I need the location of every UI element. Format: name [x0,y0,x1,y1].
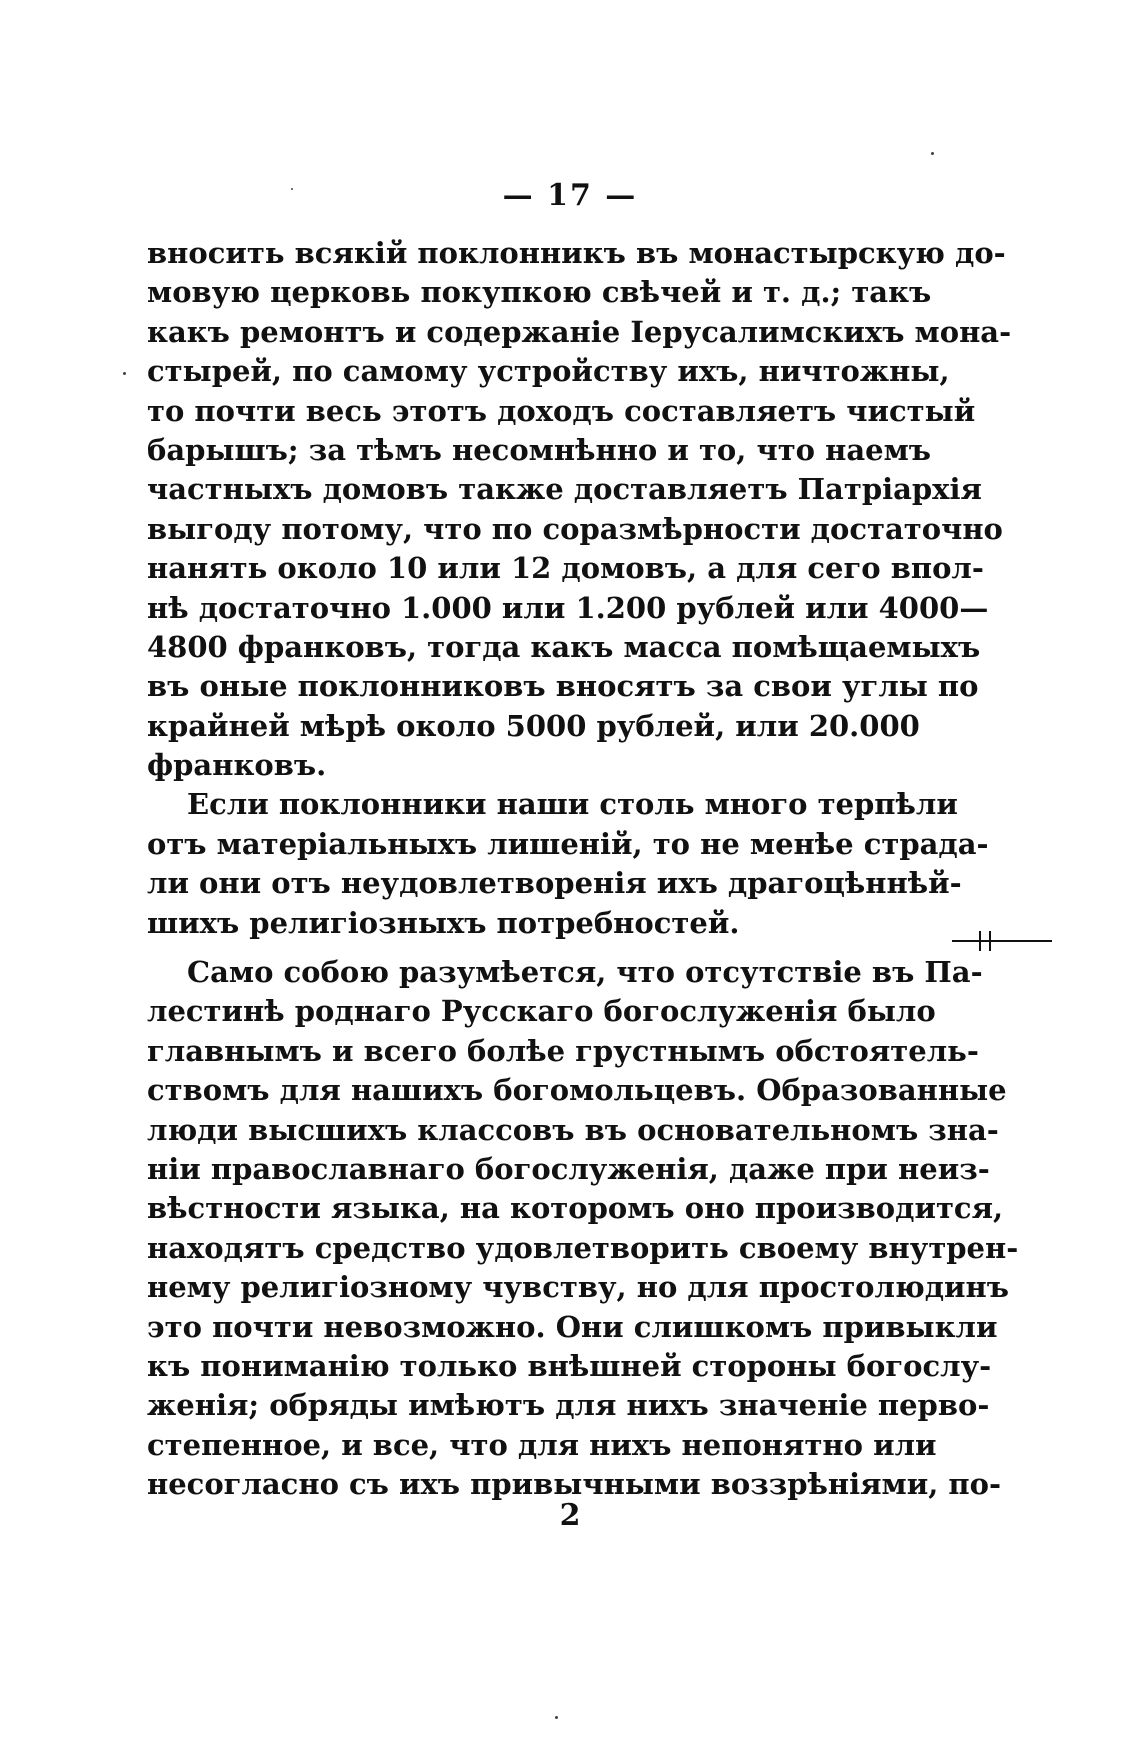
paragraph-2 [147,785,989,943]
paragraph-gap [147,943,907,953]
text-line: ствомъ для нашихъ богомольцевъ. Образованные [147,1073,1007,1108]
text-line: это почти невозможно. Они слишкомъ привыкли [147,1309,998,1344]
text-line: выгоду потому, что по соразмѣрности достаточно [147,511,1003,546]
text-line: 4800 франковъ, тогда какъ масса помѣщаемыхъ [147,629,981,664]
text-line: женія; обряды имѣютъ для нихъ значеніе перво- [147,1388,990,1423]
text-line: въ оные поклонниковъ вносятъ за свои углы по [147,669,979,704]
scan-speck [555,1716,558,1719]
text-line: шихъ религіозныхъ потребностей. [147,905,740,940]
text-line: стырей, по самому устройству ихъ, ничтожны, [147,354,950,389]
paragraph-3 [147,953,1019,1504]
page-number: — 17 — [502,178,638,213]
text-line: Само собою разумѣется, что отсутствіе въ Па- [187,955,983,990]
text-line: къ пониманію только внѣшней стороны богослу- [147,1348,992,1383]
text-line: главнымъ и всего болѣе грустнымъ обстоятель- [147,1033,979,1068]
text-line: отъ матеріальныхъ лишеній, то не менѣе страда- [147,826,989,861]
text-line: вносить всякій поклонникъ въ монастырскую до- [147,236,1006,270]
text-line: люди высшихъ классовъ въ основательномъ зна- [147,1112,999,1147]
scan-speck [931,152,934,155]
signature-mark: 2 [559,1498,581,1533]
text-line: лестинѣ роднаго Русскаго богослуженія было [147,994,936,1029]
text-line: частныхъ домовъ также доставляетъ Патріархія [147,472,982,507]
scan-speck [291,188,293,190]
scan-speck [123,372,126,375]
paragraph-1 [147,234,1012,785]
text-line: какъ ремонтъ и содержаніе Іерусалимскихъ мона- [147,314,1012,349]
text-line: вѣстности языка, на которомъ оно производится, [147,1191,1004,1226]
text-line: барышъ; за тѣмъ несомнѣнно и то, что наемъ [147,432,932,467]
text-line: нему религіозному чувству, но для простолюдинъ [147,1270,1010,1305]
body-text [147,234,1019,1505]
margin-mark [952,928,1052,954]
text-line: степенное, и все, что для нихъ непонятно или [147,1427,937,1462]
text-line: то почти весь этотъ доходъ составляетъ чистый [147,393,976,428]
text-line: ли они отъ неудовлетворенія ихъ драгоцѣннѣй- [147,866,962,901]
text-line: крайней мѣрѣ около 5000 рублей, или 20.000 [147,708,920,743]
text-line: Если поклонники наши столь много терпѣли [187,787,958,822]
text-line: мовую церковь покупкою свѣчей и т. д.; такъ [147,275,932,310]
text-line: ніи православнаго богослуженія, даже при неиз- [147,1151,990,1186]
text-line: несогласно съ ихъ привычными воззрѣніями, по- [147,1467,1002,1502]
text-line: франковъ. [147,748,327,783]
text-line: нанять около 10 или 12 домовъ, а для сего впол- [147,551,984,586]
text-line: нѣ достаточно 1.000 или 1.200 рублей или 4000— [147,590,989,625]
text-line: находятъ средство удовлетворить своему внутрен- [147,1230,1019,1265]
